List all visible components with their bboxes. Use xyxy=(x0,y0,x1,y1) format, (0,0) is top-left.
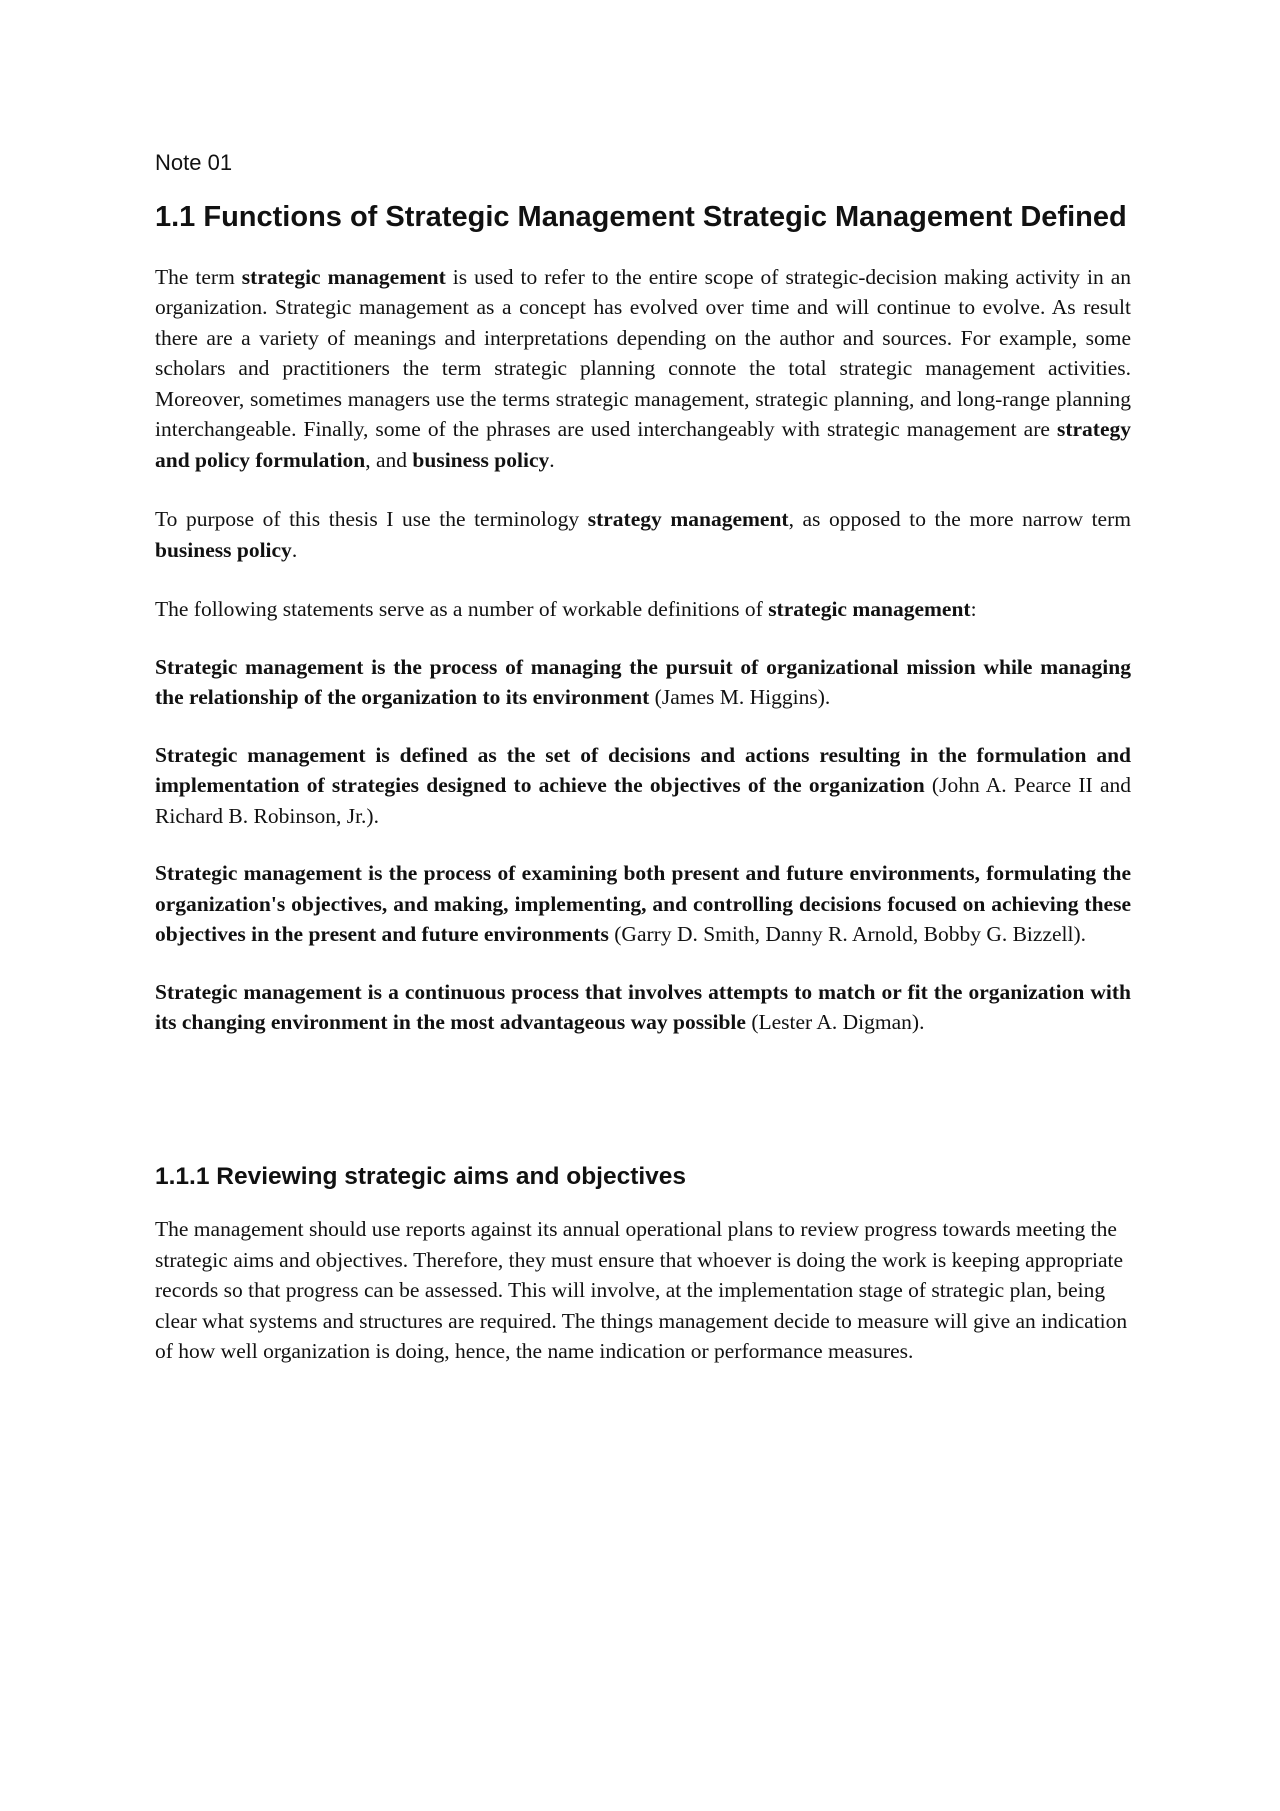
intro-paragraph: The term strategic management is used to refer to the entire scope of strategic-decision making activity in an organization. Strategic management as a concept has evolved over time and will continue to evolve. As result there are a variety of meanings and interpretations depending on the author and sources. For example, some scholars and practitioners the term strategic planning connote the total strategic management activities. Moreover, sometimes managers use the terms strategic management, strategic planning, and long-range planning interchangeable. Finally, some of the phrases are used interchangeably with strategic management are strategy and policy formulation, and business policy. xyxy=(155,264,1131,472)
definitions-intro-paragraph: The following statements serve as a number of workable definitions of strategic management: xyxy=(155,597,977,622)
definition-paragraph-1: Strategic management is the process of managing the pursuit of organizational mission while managing the relationship of the organization to its environment (James M. Higgins). xyxy=(155,654,1131,710)
definition-paragraph-3: Strategic management is the process of examining both present and future environments, formulating the organization's objectives, and making, implementing, and controlling decisions focused on achieving these objectives in the present and future environments (Garry D. Smith, Danny R. Arnold, Bobby G. Bizzell). xyxy=(155,861,1131,947)
note-label: Note 01 xyxy=(155,150,233,175)
document-page xyxy=(155,150,1131,1396)
subsection-title: 1.1.1 Reviewing strategic aims and objectives xyxy=(155,1162,687,1190)
purpose-paragraph: To purpose of this thesis I use the terminology strategy management, as opposed to the more narrow term business policy. xyxy=(155,507,1131,562)
review-paragraph: The management should use reports against its annual operational plans to review progress towards meeting the strategic aims and objectives. Therefore, they must ensure that whoever is doing the work is keeping appropriate records so that progress can be assessed. This will involve, at the implementation stage of strategic plan, being clear what systems and structures are required. The things management decide to measure will give an indication of how well organization is doing, hence, the name indication or performance measures. xyxy=(155,1217,1128,1364)
definition-paragraph-2: Strategic management is defined as the set of decisions and actions resulting in the formulation and implementation of strategies designed to achieve the objectives of the organization (John A. Pearce II and Richard B. Robinson, Jr.). xyxy=(155,742,1131,828)
section-title: 1.1 Functions of Strategic Management Strategic Management Defined xyxy=(155,201,1127,234)
definition-paragraph-4: Strategic management is a continuous process that involves attempts to match or fit the organization with its changing environment in the most advantageous way possible (Lester A. Digman). xyxy=(155,979,1131,1035)
